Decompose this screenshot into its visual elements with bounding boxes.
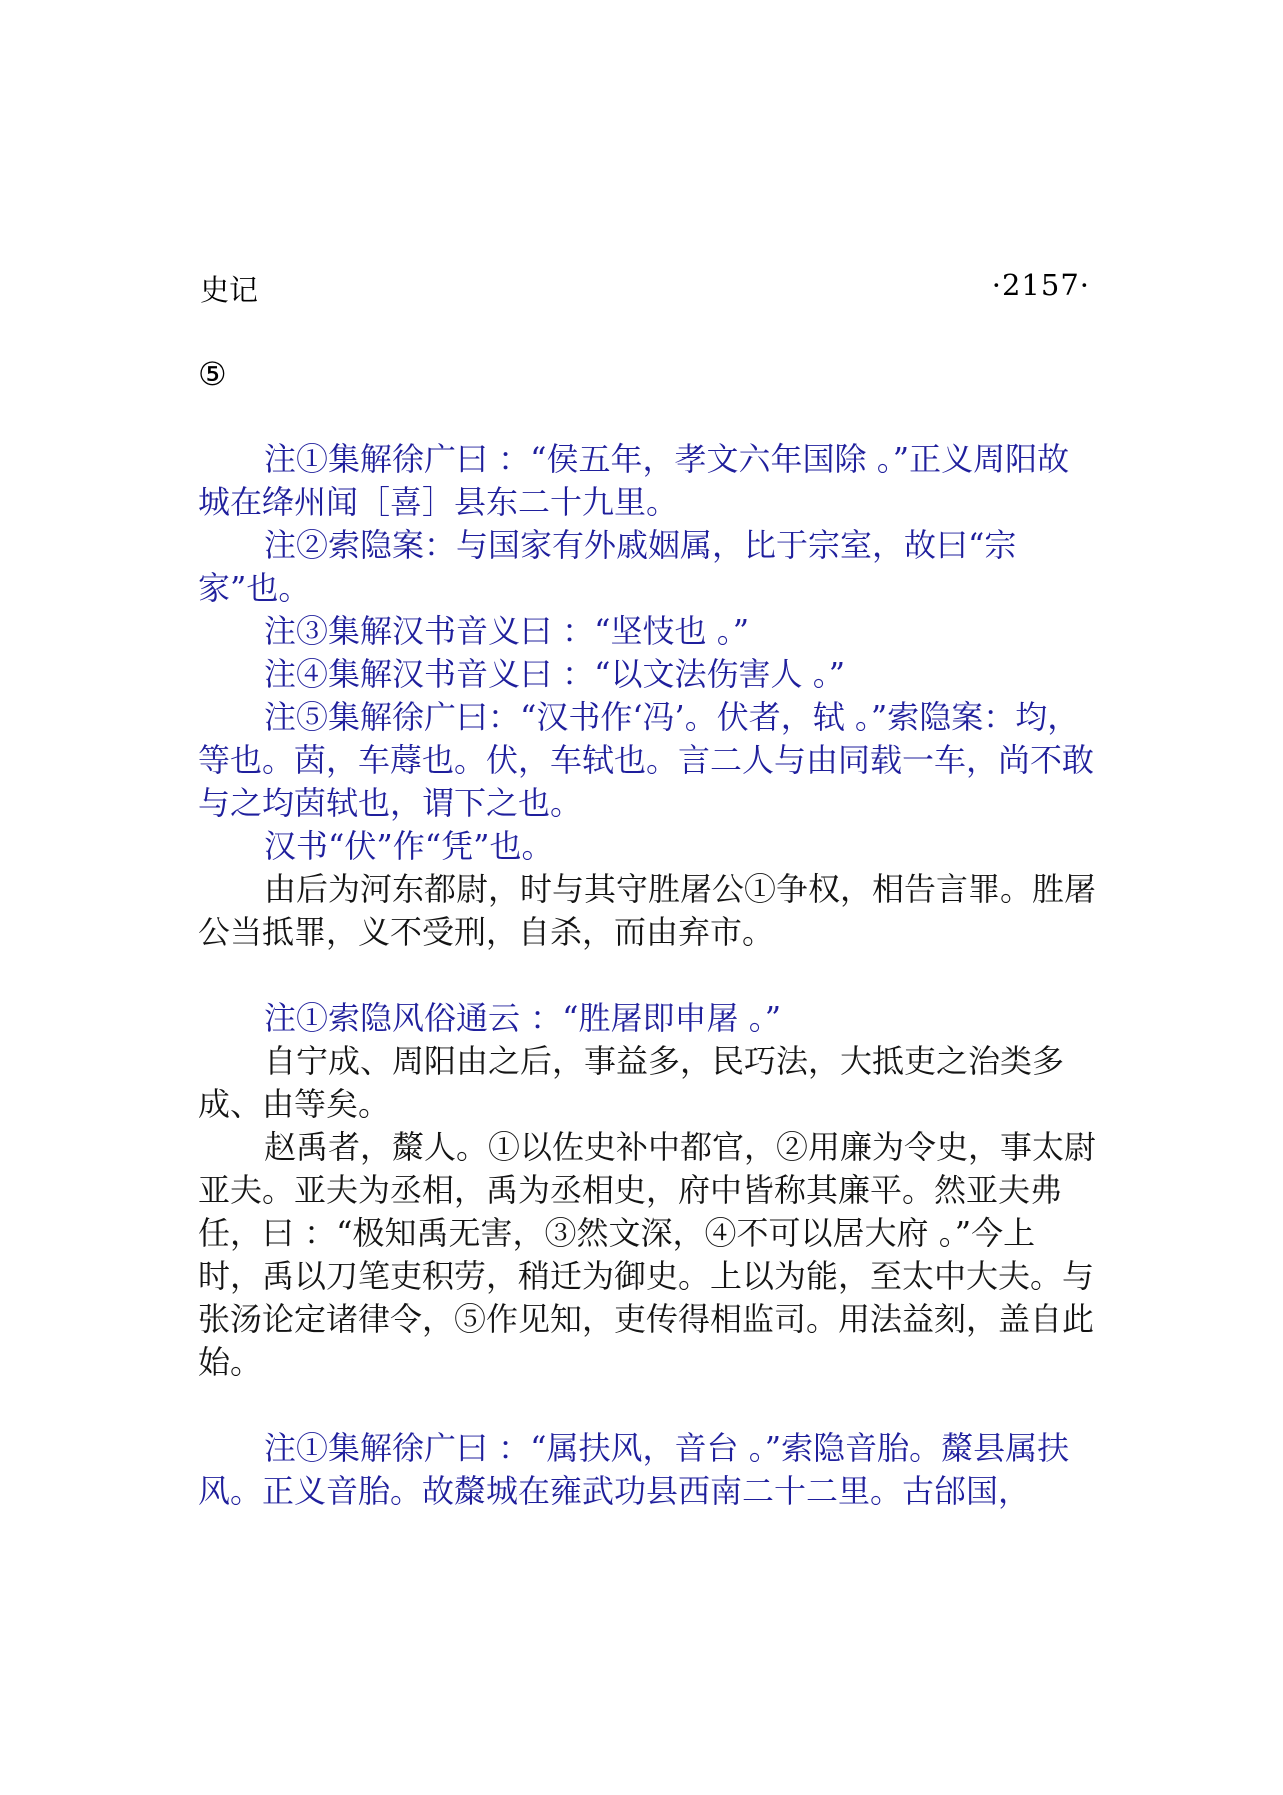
main-text-paragraph: 赵禹者，斄人。①以佐史补中都官，②用廉为令史，事太尉亚夫。亚夫为丞相，禹为丞相史，府中皆称其廉平。然亚夫弗任，曰 ：“极知禹无害，③然文深，④不可以居大府 。”今上时，禹以刀笔吏积劳，稍迁为御史。上以为能，至太中大夫。与张汤论定诸律令，⑤作见知，吏传得相监司。用法益刻，盖自此始。 — [198, 1128, 1097, 1381]
annotation-paragraph: 注②索隐案：与国家有外戚姻属，比于宗室，故曰“宗家”也。 — [198, 526, 1017, 607]
annotation-paragraph: 汉书“伏”作“凭”也。 — [264, 827, 554, 865]
paragraph-spacer — [198, 1384, 1098, 1427]
annotation-paragraph: 注⑤集解徐广曰：“汉书作‘冯’。伏者，轼 。”索隐案：均，等也。茵，车蓐也。伏，车轼也。言二人与由同载一车，尚不敢与之均茵轼也，谓下之也。 — [198, 698, 1095, 822]
paragraph-spacer — [198, 954, 1098, 997]
annotation-paragraph: 注④集解汉书音义曰 ：“以文法伤害人 。” — [264, 655, 846, 693]
page-number: ·2157· — [991, 268, 1090, 302]
annotation-paragraph: 注①索隐风俗通云 ：“胜屠即申屠 。” — [264, 999, 782, 1037]
annotation-paragraph: 注③集解汉书音义曰 ：“坚忮也 。” — [264, 612, 750, 650]
section-marker: ⑤ — [198, 355, 227, 393]
main-text-paragraph: 由后为河东都尉，时与其守胜屠公①争权，相告言罪。胜屠公当抵罪，义不受刑，自杀，而由弃市。 — [198, 870, 1097, 951]
page-body — [198, 438, 1098, 1513]
annotation-paragraph: 注①集解徐广曰 ：“侯五年，孝文六年国除 。”正义周阳故城在绛州闻［喜］县东二十九里。 — [198, 440, 1070, 521]
annotation-paragraph: 注①集解徐广曰 ：“属扶风，音台 。”索隐音胎。斄县属扶风。正义音胎。故斄城在雍武功县西南二十二里。古邰国， — [198, 1429, 1070, 1510]
main-text-paragraph: 自宁成、周阳由之后，事益多，民巧法，大抵吏之治类多成、由等矣。 — [198, 1042, 1065, 1123]
book-title: 史记 — [200, 273, 259, 307]
